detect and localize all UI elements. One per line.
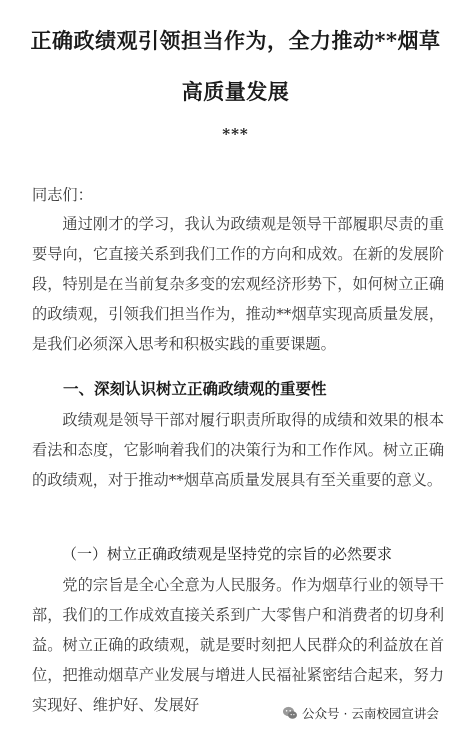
watermark-text: 公众号 · 云南校园宣讲会 bbox=[302, 706, 439, 721]
paragraph-subsection-1: 党的宗旨是全心全意为人民服务。作为烟草行业的领导干部，我们的工作成效直接关系到广大零售户和消费者的切身利益。树立正确的政绩观，就是要时刻把人民群众的利益放在首位，把推动烟草产业发展与增进人民福祉紧密结合起来，努力实现好、维护好、发展好 bbox=[32, 576, 444, 714]
wechat-icon bbox=[282, 705, 298, 721]
paragraph-section-1: 政绩观是领导干部对履行职责所取得的成绩和效果的根本看法和态度，它影响着我们的决策行为和工作作风。树立正确的政绩观，对于推动**烟草高质量发展具有至关重要的意义。 bbox=[32, 411, 444, 489]
section-heading-1: 一、深刻认识树立正确政绩观的重要性 bbox=[63, 379, 327, 398]
subsection-heading-1: （一）树立正确政绩观是坚持党的宗旨的必然要求 bbox=[62, 545, 393, 563]
document-author: *** bbox=[222, 125, 249, 143]
salutation: 同志们： bbox=[32, 186, 93, 204]
watermark bbox=[278, 702, 443, 724]
document-title-line1: 正确政绩观引领担当作为，全力推动**烟草 bbox=[30, 28, 441, 53]
document-title-line2: 高质量发展 bbox=[181, 79, 290, 104]
paragraph-intro: 通过刚才的学习，我认为政绩观是领导干部履职尽责的重要导向，它直接关系到我们工作的方向和成效。在新的发展阶段，特别是在当前复杂多变的宏观经济形势下，如何树立正确的政绩观，引领我们担当作为，推动**烟草实现高质量发展，是我们必须深入思考和积极实践的重要课题。 bbox=[32, 215, 444, 353]
